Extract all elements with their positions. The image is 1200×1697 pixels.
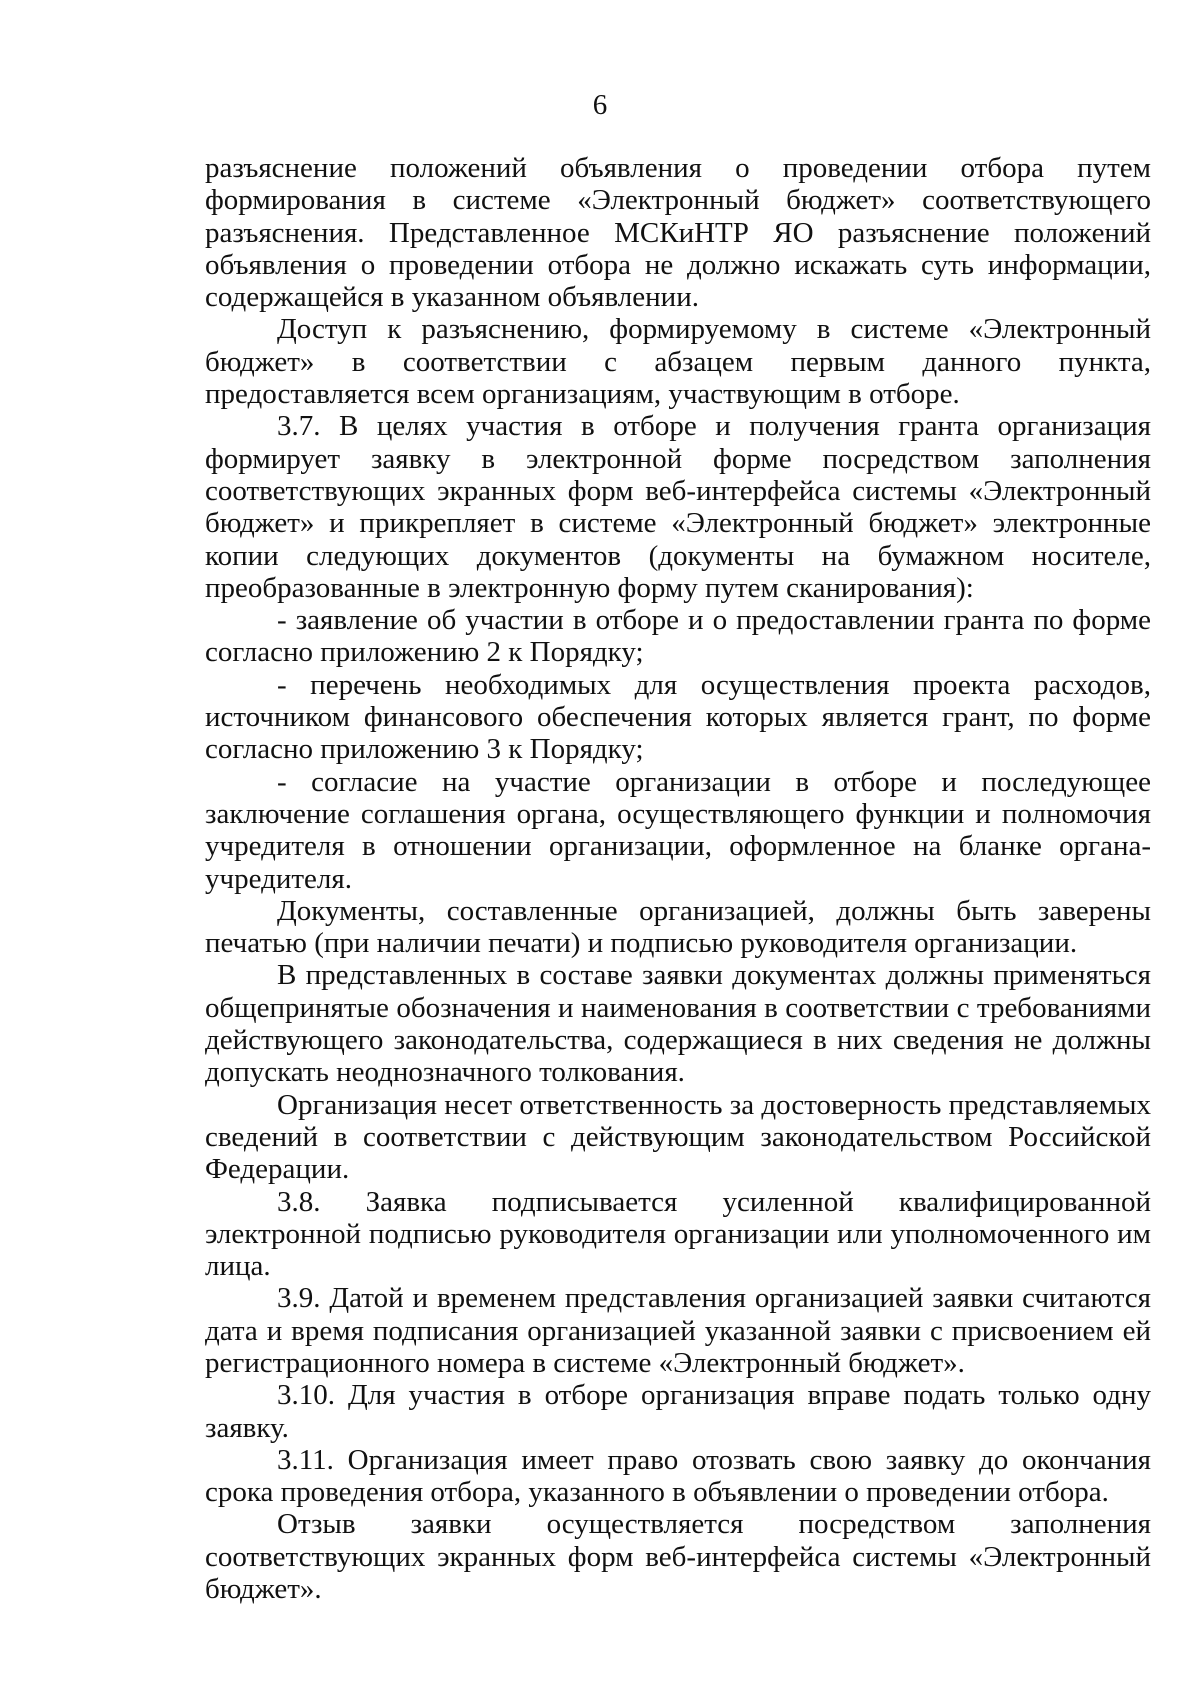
paragraph-continuation: разъяснение положений объявления о проведении отбора путем формирования в системе «Электронный бюджет» соответствующего разъяснения. Представленное МСКиНТР ЯО разъяснение положений объявления о проведении отбора не должно искажать суть информации, содержащейся в указанном объявлении. [205, 152, 1151, 314]
paragraph-3-7: 3.7. В целях участия в отборе и получения гранта организация формирует заявку в электронной форме посредством заполнения соответствующих экранных форм веб-интерфейса системы «Электронный бюджет» и прикрепляет в системе «Электронный бюджет» электронные копии следующих документов (документы на бумажном носителе, преобразованные в электронную форму путем сканирования): [205, 410, 1151, 604]
list-item-application: - заявление об участии в отборе и о предоставлении гранта по форме согласно приложению 2 к Порядку; [205, 604, 1151, 669]
paragraph-responsibility: Организация несет ответственность за достоверность представляемых сведений в соответствии с действующим законодательством Российской Федерации. [205, 1088, 1152, 1186]
paragraph-designations: В представленных в составе заявки документах должны применяться общепринятые обозначения и наименования в соответствии с требованиями действующего законодательства, содержащиеся в них сведения не должны допускать неоднозначного толкования. [205, 959, 1151, 1089]
list-item-consent: - согласие на участие организации в отборе и последующее заключение соглашения органа, осуществляющего функции и полномочия учредителя в отношении организации, оформленное на бланке органа-учредителя. [205, 765, 1151, 895]
paragraph-3-9: 3.9. Датой и временем представления организацией заявки считаются дата и время подписания организацией указанной заявки с присвоением ей регистрационного номера в системе «Электронный бюджет». [205, 1282, 1151, 1379]
page-number: 6 [592, 89, 608, 121]
paragraph-withdrawal: Отзыв заявки осуществляется посредством заполнения соответствующих экранных форм веб-интерфейса системы «Электронный бюджет». [205, 1508, 1151, 1606]
paragraph-3-11: 3.11. Организация имеет право отозвать свою заявку до окончания срока проведения отбора, указанного в объявлении о проведении отбора. [205, 1443, 1151, 1509]
paragraph-access-clarification: Доступ к разъяснению, формируемому в системе «Электронный бюджет» в соответствии с абзацем первым данного пункта, предоставляется всем организациям, участвующим в отборе. [205, 313, 1151, 411]
paragraph-3-8: 3.8. Заявка подписывается усиленной квалифицированной электронной подписью руководителя организации или уполномоченного им лица. [205, 1185, 1151, 1283]
paragraph-3-10: 3.10. Для участия в отборе организация вправе подать только одну заявку. [205, 1379, 1151, 1444]
list-item-expenses: - перечень необходимых для осуществления проекта расходов, источником финансового обеспечения которых является грант, по форме согласно приложению 3 к Порядку; [205, 668, 1151, 766]
document-body [205, 152, 1151, 1605]
paragraph-documents-certified: Документы, составленные организацией, должны быть заверены печатью (при наличии печати) и подписью руководителя организации. [205, 894, 1151, 960]
